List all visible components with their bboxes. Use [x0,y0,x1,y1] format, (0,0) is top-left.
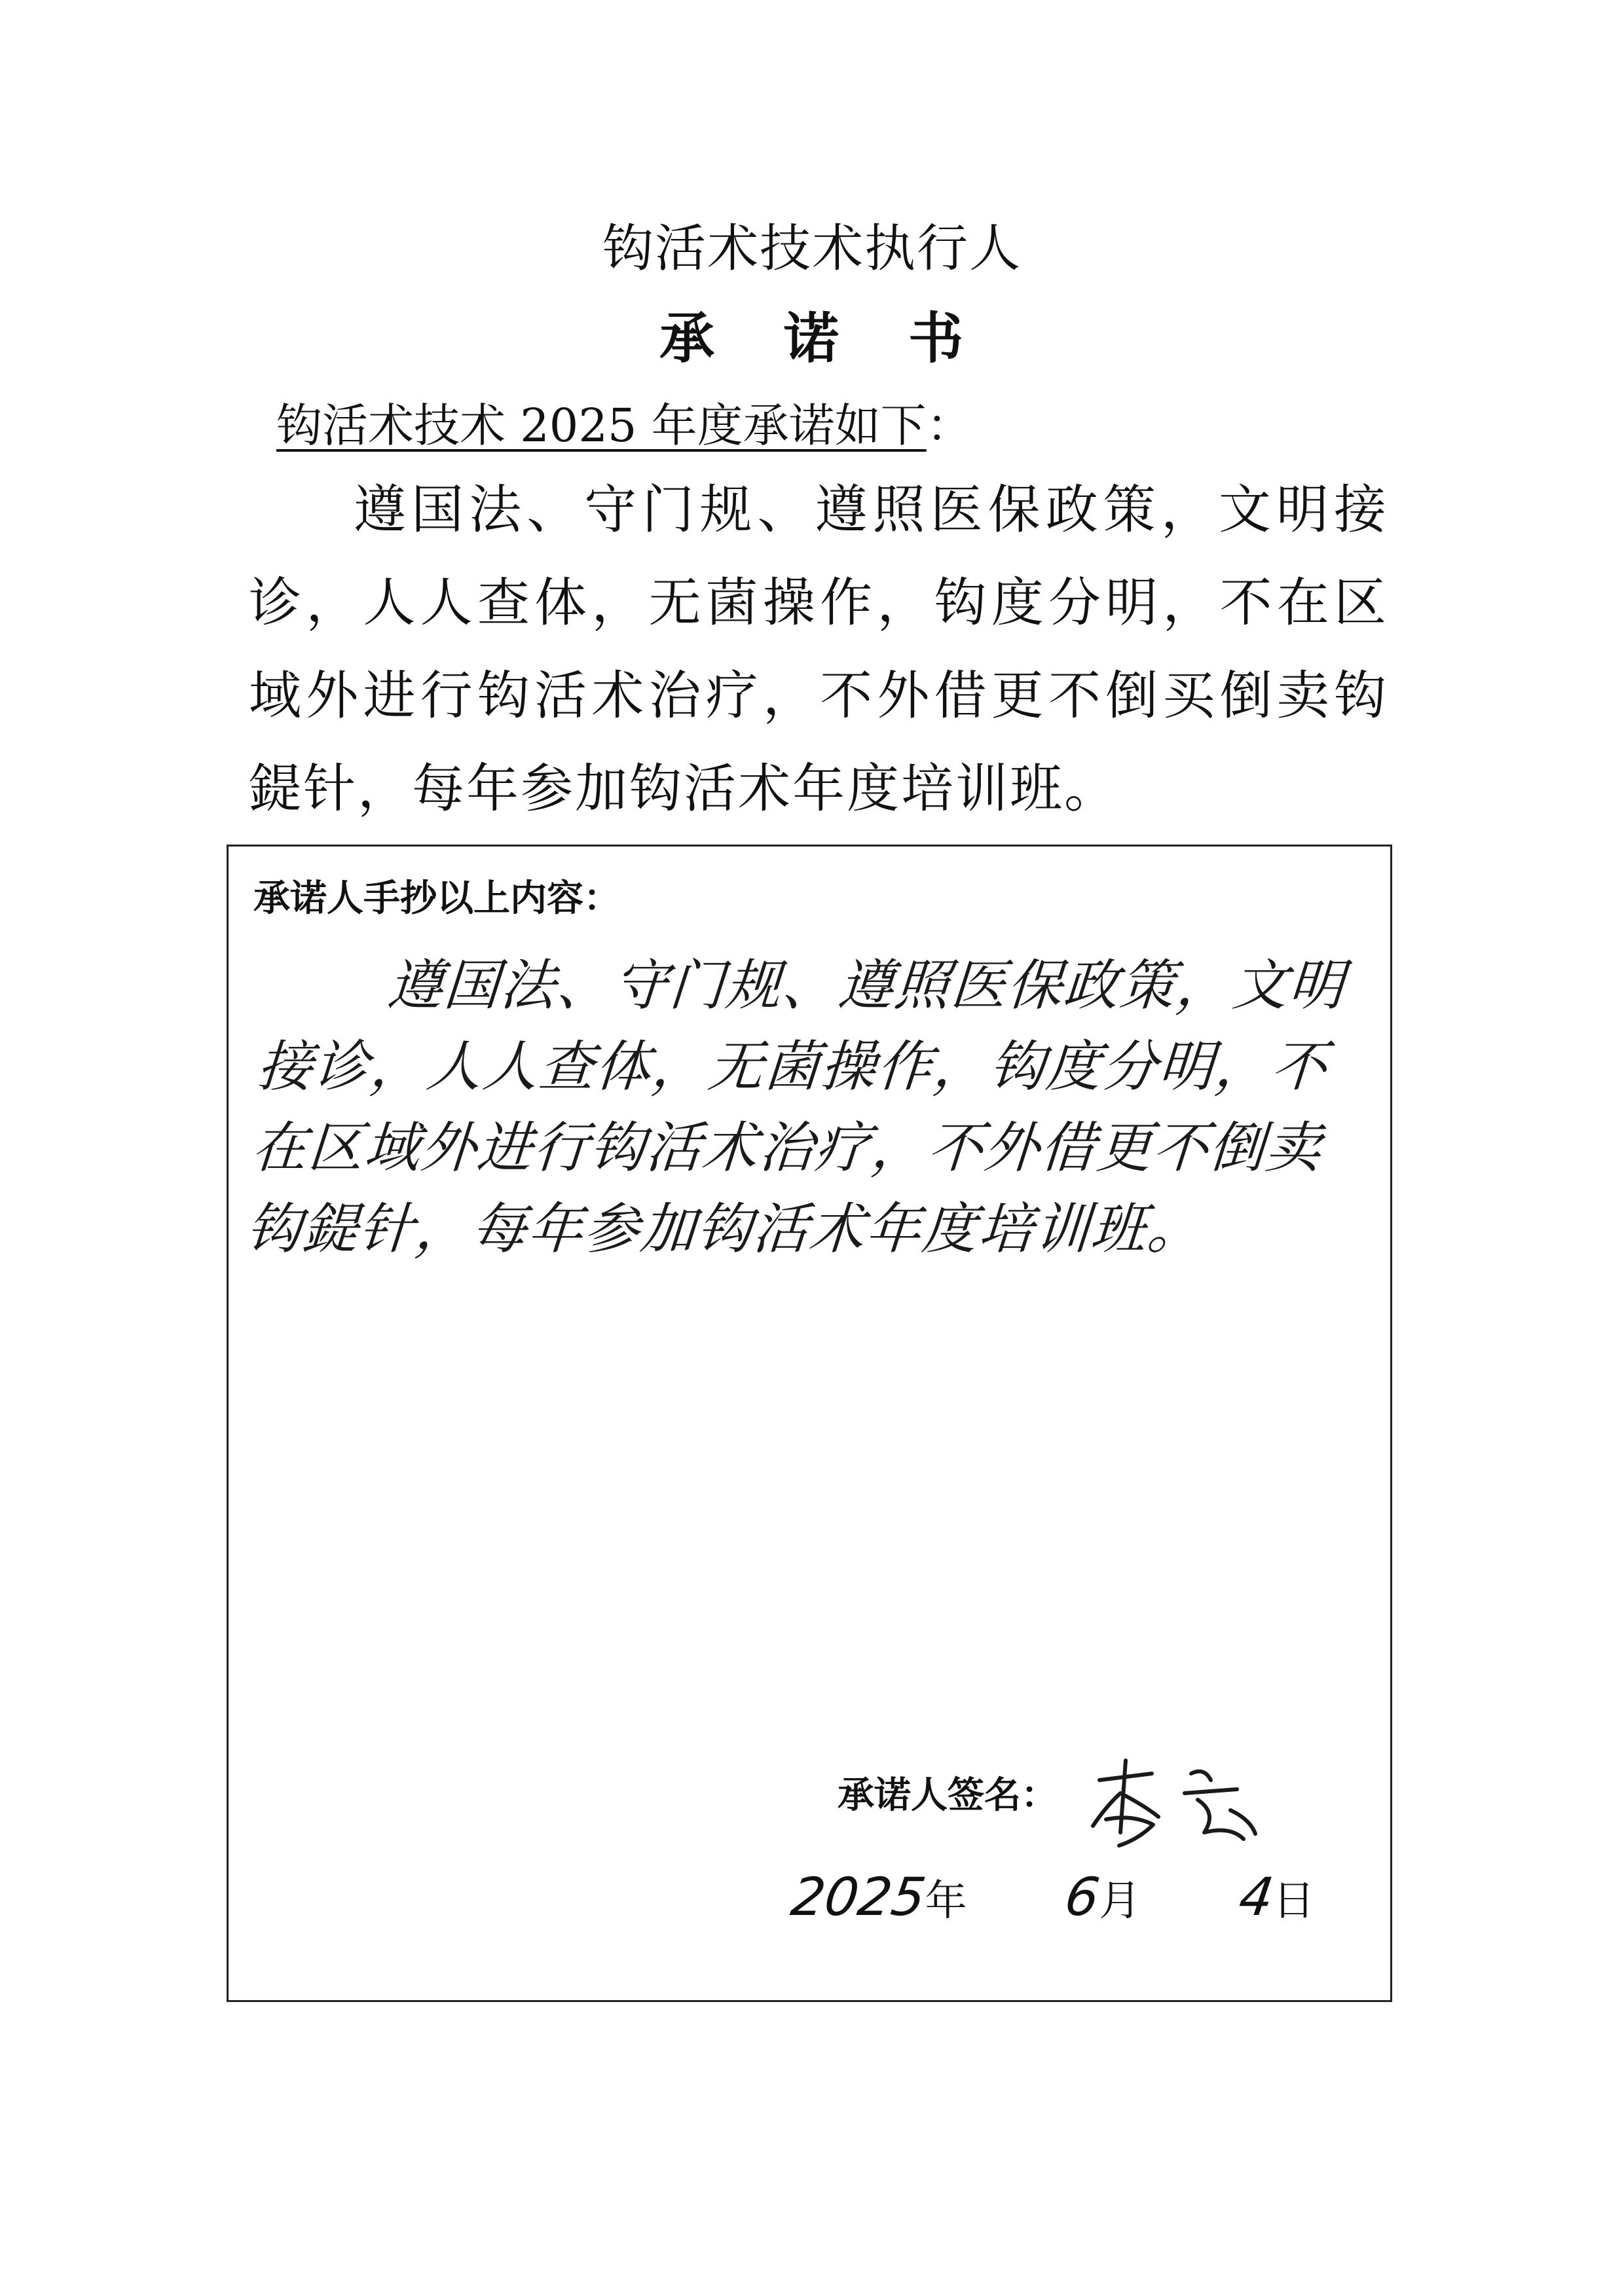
handwritten-copy-label: 承诺人手抄以上内容： [253,877,620,920]
heading-char: 承 [659,306,716,371]
handwritten-copy-box [227,845,1392,2002]
date-month-label: 月 [1099,1877,1141,1925]
handwritten-copy-text: 遵国法、守门规、遵照医保政策，文明接诊，人人查体，无菌操作，钩度分明，不在区域外进行钩活术治疗，不外借更不倒卖钩鍉针，每年参加钩活术年度培训班。 [244,953,1348,1261]
subheading-text: 钩活术技术 2025 年度承诺如下 [276,399,927,452]
date-day: 4 [1235,1867,1278,1927]
date-year-label: 年 [925,1877,967,1925]
signature-date [787,1867,1315,1931]
commitment-subheading [276,393,972,458]
commitment-body: 遵国法、守门规、遵照医保政策，文明接诊，人人查体，无菌操作，钩度分明，不在区域外进行钩活术治疗，不外借更不倒买倒卖钩鍉针，每年参加钩活术年度培训班。 [249,479,1388,819]
heading-char: 诺 [783,306,840,371]
heading-char: 书 [908,306,965,371]
date-year: 2025 [787,1867,930,1927]
signature-scribble [1080,1754,1289,1852]
document-title: 钩活术技术执行人 [602,219,1022,278]
document-heading [0,302,1624,374]
signature-label: 承诺人签名： [838,1774,1058,1817]
date-month: 6 [1061,1867,1103,1927]
date-day-label: 日 [1272,1877,1315,1925]
subheading-colon: ： [926,399,972,452]
